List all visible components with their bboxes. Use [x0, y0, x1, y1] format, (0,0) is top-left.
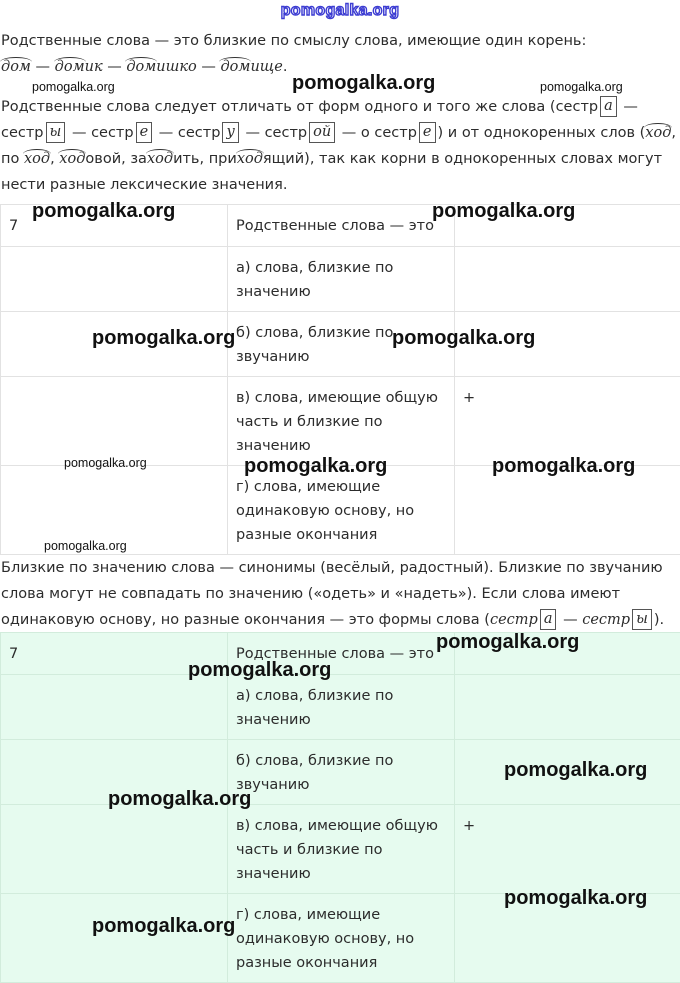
watermark: pomogalka.org	[32, 80, 115, 94]
watermark: pomogalka.org	[540, 80, 623, 94]
table-cell	[1, 247, 228, 312]
table-cell: в) слова, имеющие общую часть и близкие по значению	[228, 377, 455, 466]
table-row	[1, 675, 680, 740]
table-cell: б) слова, близкие по звучанию	[228, 312, 455, 377]
root-arc: ход	[645, 120, 671, 146]
definition-paragraph: Родственные слова — это близкие по смыслу слова, имеющие один корень: дом — домик — домишко — домище.	[1, 28, 677, 80]
table-cell	[455, 466, 680, 555]
root-arc: ход	[59, 146, 85, 172]
watermark: pomogalka.org	[504, 759, 647, 782]
root-arc: дом	[220, 54, 250, 80]
root-arc: ход	[147, 146, 173, 172]
table-cell: 7	[1, 205, 228, 247]
example-word-1	[1, 59, 31, 75]
watermark: pomogalka.org	[92, 915, 235, 938]
table-cell: +	[455, 805, 680, 894]
table-row	[1, 805, 680, 894]
watermark: pomogalka.org	[32, 200, 175, 223]
table-cell	[455, 675, 680, 740]
ending-box: ой	[309, 122, 335, 143]
table-cell: г) слова, имеющие одинаковую основу, но разные окончания	[228, 466, 455, 555]
ending-box: а	[540, 609, 557, 630]
table-row	[1, 247, 680, 312]
example-word-2: домик	[55, 59, 103, 75]
table-cell: Родственные слова — это	[228, 205, 455, 247]
table-cell: б) слова, близкие по звучанию	[228, 740, 455, 805]
table-cell: 7	[1, 633, 228, 675]
root-arc: дом	[55, 54, 85, 80]
watermark: pomogalka.org	[92, 327, 235, 350]
watermark: pomogalka.org	[432, 200, 575, 223]
table-cell: а) слова, близкие по значению	[228, 247, 455, 312]
watermark: pomogalka.org	[492, 455, 635, 478]
definition-text: Родственные слова — это близкие по смыслу слова, имеющие один корень:	[1, 33, 586, 49]
ending-box: ы	[46, 122, 66, 143]
ending-box: ы	[632, 609, 652, 630]
root-arc: ход	[237, 146, 263, 172]
root-arc: дом	[126, 54, 156, 80]
example-word-4: домище	[220, 59, 282, 75]
table-row	[1, 377, 680, 466]
root-arc: ход	[24, 146, 50, 172]
watermark: pomogalka.org	[188, 659, 331, 682]
watermark: pomogalka.org	[244, 455, 387, 478]
table-cell: а) слова, близкие по значению	[228, 675, 455, 740]
site-logo[interactable]: pomogalka.org	[0, 2, 680, 20]
table-cell: +	[455, 377, 680, 466]
distinguish-paragraph: Родственные слова следует отличать от форм одного и того же слова (сестр а — сестр ы — сестр е — сестр у — сестр ой — о сестр е ) и от однокоренных слов (ход, по ход, ходовой, заходить, приходящий), так как корни в однокоренных словах могут нести разные лексические значения.	[1, 94, 677, 198]
ending-box: у	[222, 122, 238, 143]
ending-box: е	[136, 122, 153, 143]
table-cell	[455, 247, 680, 312]
table-cell	[1, 894, 228, 983]
table-cell	[1, 377, 228, 466]
table-cell: Родственные слова — это	[228, 633, 455, 675]
example-word-3: домишко	[126, 59, 196, 75]
table-cell: г) слова, имеющие одинаковую основу, но разные окончания	[228, 894, 455, 983]
watermark: pomogalka.org	[392, 327, 535, 350]
watermark: pomogalka.org	[44, 539, 127, 553]
watermark: pomogalka.org	[292, 72, 435, 95]
question-table	[0, 204, 680, 555]
explanation-paragraph: Близкие по значению слова — синонимы (весёлый, радостный). Близкие по звучанию слова могут не совпадать по значению («одеть» и «надеть»). Если слова имеют одинаковую основу, но разные окончания — это формы слова (сестр а — сестр ы ).	[1, 555, 677, 633]
table-cell	[1, 675, 228, 740]
ending-box: а	[600, 96, 617, 117]
watermark: pomogalka.org	[108, 788, 251, 811]
table-cell	[1, 805, 228, 894]
table-cell: в) слова, имеющие общую часть и близкие по значению	[228, 805, 455, 894]
ending-box: е	[419, 122, 436, 143]
watermark: pomogalka.org	[504, 887, 647, 910]
watermark: pomogalka.org	[64, 456, 147, 470]
watermark: pomogalka.org	[436, 631, 579, 654]
root-arc: дом	[1, 54, 31, 80]
